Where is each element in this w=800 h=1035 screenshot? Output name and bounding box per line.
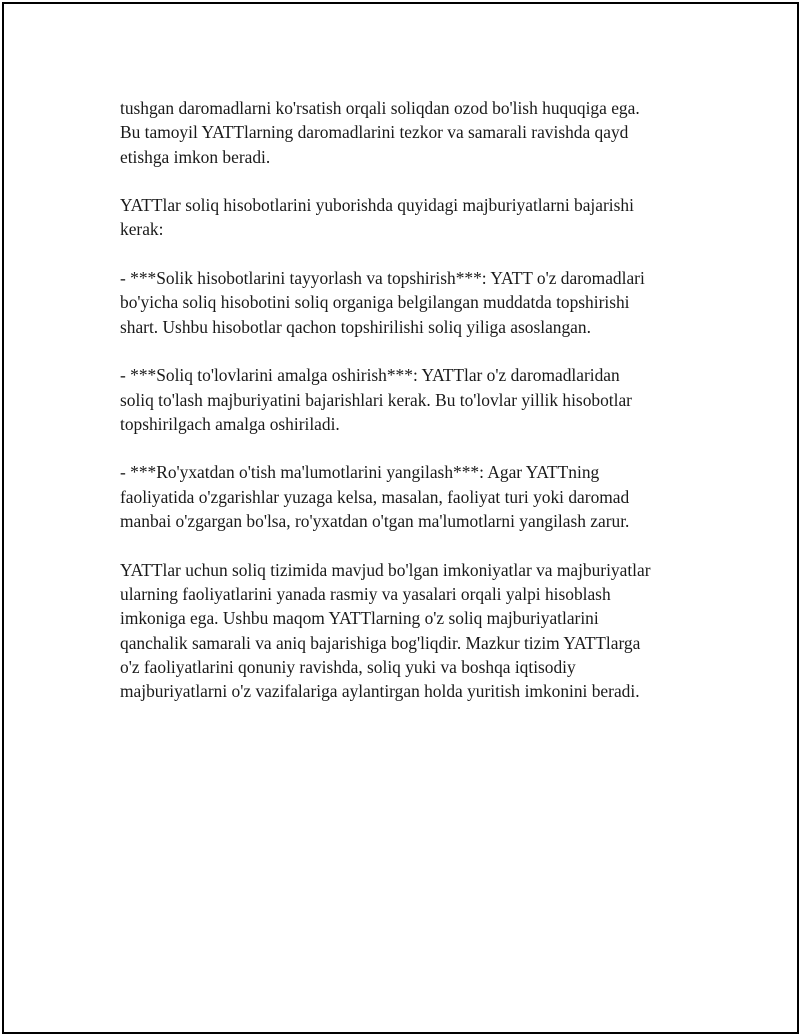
text-line: majburiyatlarni o'z vazifalariga aylantirgan holda yuritish imkonini beradi.: [120, 681, 640, 702]
text-line: etishga imkon beradi.: [120, 146, 271, 167]
text-line: manbai o'zgargan bo'lsa, ro'yxatdan o'tgan ma'lumotlarni yangilash zarur.: [120, 511, 630, 532]
text-line: faoliyatida o'zgarishlar yuzaga kelsa, masalan, faoliyat turi yoki daromad: [120, 486, 630, 507]
text-line: - ***Soliq to'lovlarini amalga oshirish***: YATTlar o'z daromadlaridan: [120, 365, 620, 386]
text-line: kerak:: [120, 219, 164, 240]
text-line: topshirilgach amalga oshiriladi.: [120, 413, 340, 434]
document-body: [120, 96, 690, 728]
paragraph-obligations-intro: [120, 193, 690, 242]
document-page: [2, 2, 799, 1034]
list-item-registration-update: [120, 460, 690, 533]
paragraph-intro-continuation: [120, 96, 690, 169]
text-line: qanchalik samarali va aniq bajarishiga bog'liqdir. Mazkur tizim YATTlarga: [120, 632, 641, 653]
text-line: Bu tamoyil YATTlarning daromadlarini tezkor va samarali ravishda qayd: [120, 122, 629, 143]
text-line: - ***Solik hisobotlarini tayyorlash va topshirish***: YATT o'z daromadlari: [120, 268, 645, 289]
text-line: YATTlar soliq hisobotlarini yuborishda quyidagi majburiyatlarni bajarishi: [120, 195, 634, 216]
text-line: o'z faoliyatlarini qonuniy ravishda, soliq yuki va boshqa iqtisodiy: [120, 656, 576, 677]
text-line: soliq to'lash majburiyatini bajarishlari kerak. Bu to'lovlar yillik hisobotlar: [120, 389, 632, 410]
text-line: - ***Ro'yxatdan o'tish ma'lumotlarini yangilash***: Agar YATTning: [120, 462, 600, 483]
text-line: bo'yicha soliq hisobotini soliq organiga belgilangan muddatda topshirishi: [120, 292, 630, 313]
paragraph-conclusion: [120, 558, 690, 704]
text-line: shart. Ushbu hisobotlar qachon topshirilishi soliq yiliga asoslangan.: [120, 316, 591, 337]
text-line: imkoniga ega. Ushbu maqom YATTlarning o'z soliq majburiyatlarini: [120, 608, 599, 629]
list-item-tax-payments: [120, 363, 690, 436]
text-line: YATTlar uchun soliq tizimida mavjud bo'lgan imkoniyatlar va majburiyatlar: [120, 559, 651, 580]
text-line: ularning faoliyatlarini yanada rasmiy va yasalari orqali yalpi hisoblash: [120, 583, 611, 604]
text-line: tushgan daromadlarni ko'rsatish orqali soliqdan ozod bo'lish huquqiga ega.: [120, 98, 640, 118]
list-item-tax-reports: [120, 266, 690, 339]
